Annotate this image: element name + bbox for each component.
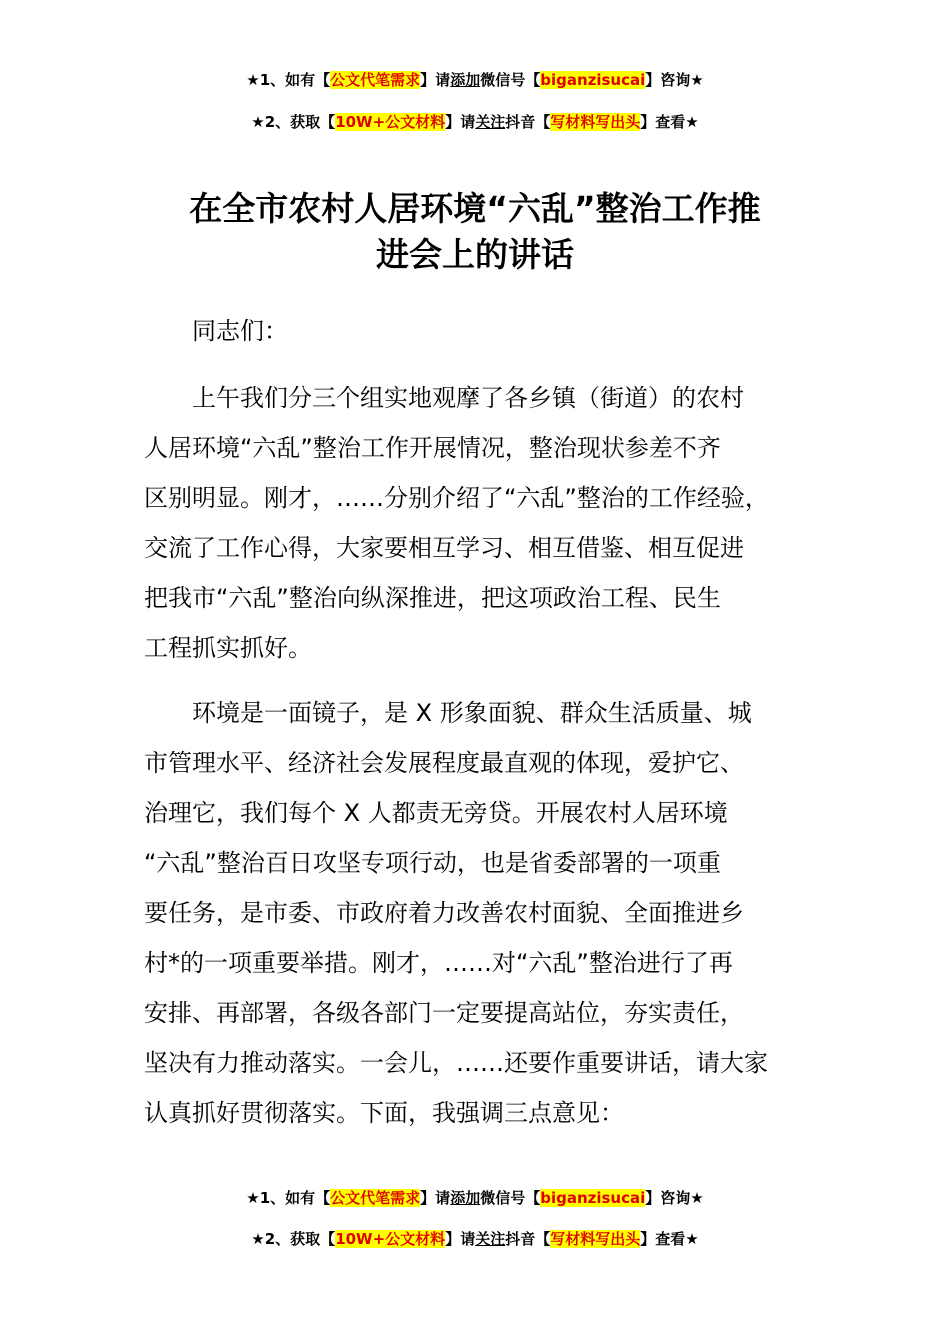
body-line: 安排、再部署，各级各部门一定要提高站位，夯实责任，: [144, 999, 744, 1027]
promo-highlight: biganzisucai: [540, 71, 646, 89]
promo-underlined: 添加: [450, 71, 481, 89]
promo-text: ★2、获取【: [251, 113, 336, 131]
promo-highlight: 10W+公文材料: [335, 113, 446, 131]
promo-text: 】查看★: [640, 1230, 699, 1248]
promo-highlight: 写材料写出头: [550, 113, 641, 131]
promo-text: 微信号【: [480, 71, 541, 89]
body-line: 区别明显。刚才，……分别介绍了“六乱”整治的工作经验，: [144, 484, 769, 512]
title-line: 进会上的讲话: [376, 235, 574, 274]
promo-text: 】请: [445, 113, 476, 131]
body-line: 要任务，是市委、市政府着力改善农村面貌、全面推进乡: [144, 899, 744, 927]
body-line: “六乱”整治百日攻坚专项行动，也是省委部署的一项重: [144, 849, 721, 877]
body-line: 交流了工作心得，大家要相互学习、相互借鉴、相互促进: [144, 534, 744, 562]
body-line: 上午我们分三个组实地观摩了各乡镇（街道）的农村: [192, 384, 744, 412]
promo-text: ★1、如有【: [246, 71, 331, 89]
body-line: 认真抓好贯彻落实。下面，我强调三点意见：: [144, 1099, 624, 1127]
body-line: 村*的一项重要举措。刚才，……对“六乱”整治进行了再: [144, 949, 733, 977]
footer-promo-line-1: [0, 1188, 950, 1208]
promo-text: 】请: [420, 71, 451, 89]
body-line: 市管理水平、经济社会发展程度最直观的体现，爱护它、: [144, 749, 744, 777]
header-promo-line-2: [0, 112, 950, 132]
footer-promo-line-2: [0, 1229, 950, 1249]
promo-text: 微信号【: [480, 1189, 541, 1207]
promo-underlined: 关注: [475, 113, 506, 131]
body-line: 环境是一面镜子，是 X 形象面貌、群众生活质量、城: [192, 699, 752, 727]
body-line: 把我市“六乱”整治向纵深推进，把这项政治工程、民生: [144, 584, 721, 612]
promo-text: 】请: [445, 1230, 476, 1248]
greeting: [144, 306, 834, 356]
body-line: 工程抓实抓好。: [144, 634, 312, 662]
title-line: 在全市农村人居环境“六乱”整治工作推: [189, 189, 761, 228]
document-title: [140, 186, 810, 278]
promo-text: ★1、如有【: [246, 1189, 331, 1207]
promo-highlight: 10W+公文材料: [335, 1230, 446, 1248]
promo-highlight: biganzisucai: [540, 1189, 646, 1207]
promo-text: 】查看★: [640, 113, 699, 131]
promo-text: 抖音【: [505, 113, 551, 131]
header-promo-line-1: [0, 70, 950, 90]
greeting-text: 同志们：: [192, 317, 288, 345]
promo-text: 】请: [420, 1189, 451, 1207]
promo-highlight: 写材料写出头: [550, 1230, 641, 1248]
promo-underlined: 添加: [450, 1189, 481, 1207]
paragraph-2: [144, 688, 834, 1138]
promo-text: 】咨询★: [645, 71, 704, 89]
body-line: 人居环境“六乱”整治工作开展情况，整治现状参差不齐: [144, 434, 721, 462]
promo-highlight: 公文代笔需求: [330, 1189, 421, 1207]
paragraph-1: [144, 373, 834, 673]
promo-underlined: 关注: [475, 1230, 506, 1248]
promo-text: 抖音【: [505, 1230, 551, 1248]
promo-text: 】咨询★: [645, 1189, 704, 1207]
promo-text: ★2、获取【: [251, 1230, 336, 1248]
body-line: 坚决有力推动落实。一会儿，……还要作重要讲话，请大家: [144, 1049, 768, 1077]
body-line: 治理它，我们每个 X 人都责无旁贷。开展农村人居环境: [144, 799, 728, 827]
promo-highlight: 公文代笔需求: [330, 71, 421, 89]
